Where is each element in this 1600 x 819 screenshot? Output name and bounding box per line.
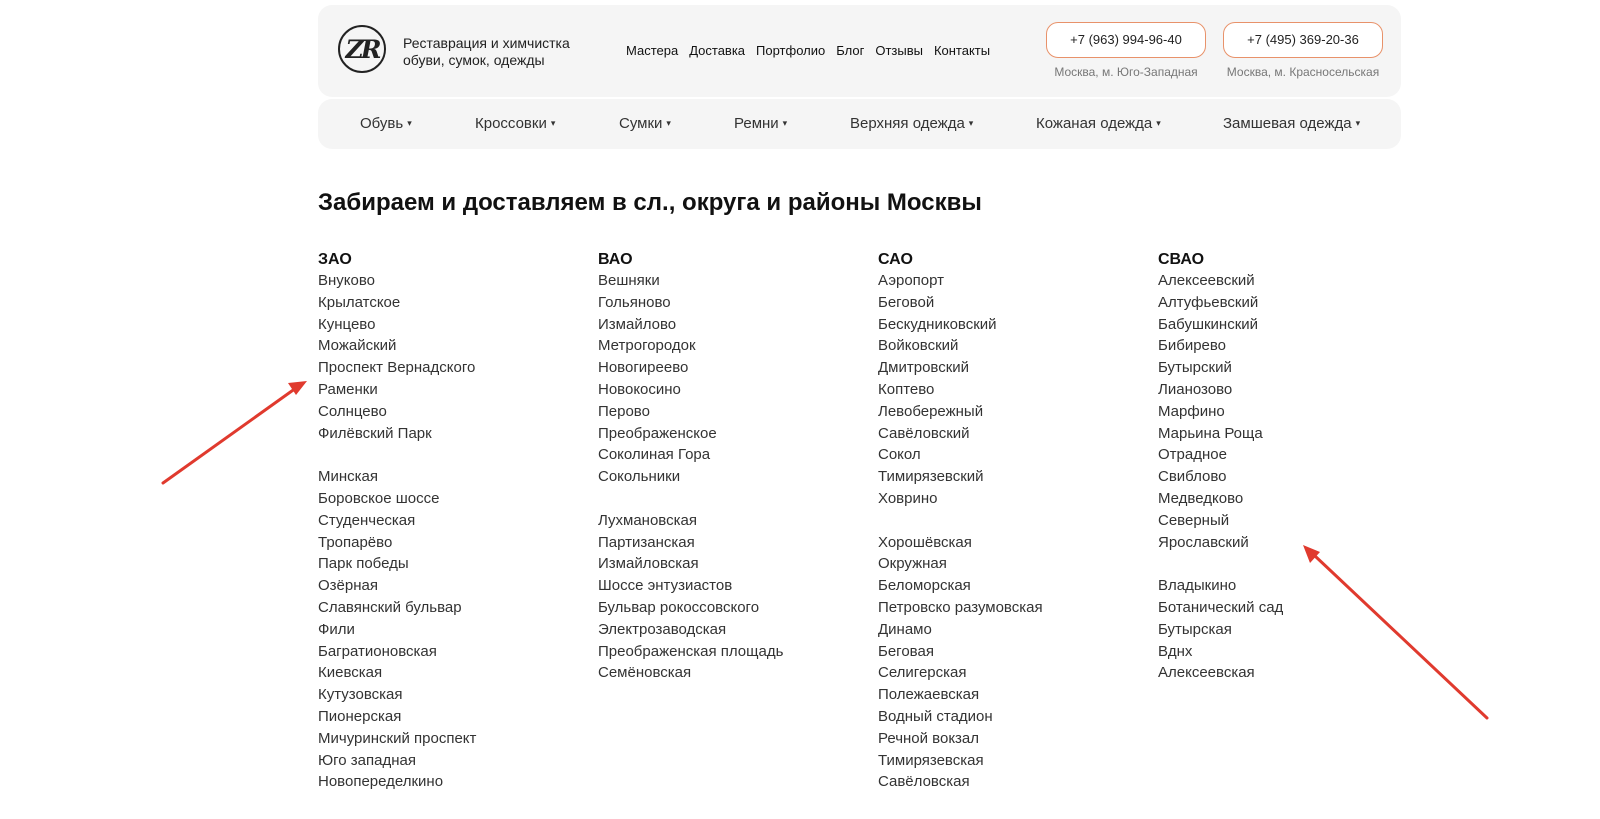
district-item: Юго западная — [318, 751, 416, 769]
category-shoes[interactable] — [360, 115, 412, 132]
district-item: Бибирево — [1158, 337, 1227, 355]
column-heading: ЗАО — [318, 251, 352, 268]
tagline-line-1: Реставрация и химчистка — [403, 35, 570, 51]
district-item: Дмитровский — [878, 359, 970, 377]
district-item: Гольяново — [598, 293, 671, 311]
district-item: Полежаевская — [878, 686, 980, 704]
nav-link-delivery[interactable]: Доставка — [689, 43, 746, 58]
site-header — [318, 5, 1401, 97]
tagline — [403, 35, 570, 69]
district-item: Боровское шоссе — [318, 489, 440, 507]
district-item: Селигерская — [878, 664, 967, 682]
category-label: Верхняя одежда — [850, 115, 965, 132]
district-item: Владыкино — [1158, 577, 1237, 595]
district-item: Петровско разумовская — [878, 598, 1043, 616]
district-item: Ховрино — [878, 489, 938, 507]
district-item: Войковский — [878, 337, 959, 355]
district-item: Окружная — [878, 555, 947, 573]
caret-down-icon: ▾ — [782, 118, 788, 128]
nav-link-reviews[interactable]: Отзывы — [875, 43, 923, 58]
category-belts[interactable] — [734, 115, 787, 132]
district-item: Вднх — [1158, 642, 1193, 660]
district-item: Шоссе энтузиастов — [598, 577, 733, 595]
nav-link-blog[interactable]: Блог — [836, 43, 865, 58]
district-item: Хорошёвская — [878, 533, 972, 551]
district-item: Бабушкинский — [1158, 315, 1259, 333]
district-item: Пионерская — [318, 707, 402, 725]
category-suede-clothing[interactable] — [1223, 115, 1360, 132]
district-item: Отрадное — [1158, 446, 1227, 464]
district-item: Ботанический сад — [1158, 598, 1284, 616]
district-item: Лухмановская — [598, 511, 697, 529]
district-item: Кутузовская — [318, 686, 403, 704]
district-item: Коптево — [878, 380, 935, 398]
category-label: Обувь — [360, 115, 404, 132]
nav-link-masters[interactable]: Мастера — [626, 43, 679, 58]
list-spacer — [878, 510, 1138, 532]
district-item: Бескудниковский — [878, 315, 997, 333]
district-item: Минская — [318, 468, 379, 486]
district-item: Сокольники — [598, 468, 681, 486]
category-label: Кожаная одежда — [1036, 115, 1153, 132]
district-item: Измайловская — [598, 555, 699, 573]
district-item: Парк победы — [318, 555, 409, 573]
column-heading: САО — [878, 251, 913, 268]
category-leather-clothing[interactable] — [1036, 115, 1161, 132]
phone-button-2[interactable]: +7 (495) 369-20-36 — [1223, 22, 1383, 58]
district-item: Измайлово — [598, 315, 677, 333]
district-item: Алексеевский — [1158, 272, 1255, 289]
column-heading: ВАО — [598, 251, 633, 268]
phone-block-1 — [1046, 22, 1206, 79]
nav-link-portfolio[interactable]: Портфолио — [756, 43, 826, 58]
district-item: Сокол — [878, 446, 921, 464]
category-label: Кроссовки — [475, 115, 547, 132]
category-label: Сумки — [619, 115, 663, 132]
page-title: Забираем и доставляем в сл., округа и районы Москвы — [318, 189, 982, 216]
district-item: Новопеределкино — [318, 773, 444, 791]
list-spacer — [1158, 553, 1418, 575]
district-list — [318, 270, 578, 793]
district-item: Беговая — [878, 642, 934, 660]
district-item: Славянский бульвар — [318, 598, 462, 616]
phone-location-2: Москва, м. Красносельская — [1226, 65, 1380, 79]
district-item: Бутырский — [1158, 359, 1232, 377]
district-item: Беломорская — [878, 577, 971, 595]
district-item: Преображенское — [598, 424, 717, 442]
list-spacer — [598, 488, 858, 510]
district-item: Ярославский — [1158, 533, 1249, 551]
district-item: Кунцево — [318, 315, 376, 333]
district-item: Фили — [318, 620, 355, 638]
category-label: Замшевая одежда — [1223, 115, 1352, 132]
arrow-left — [163, 381, 307, 483]
category-nav — [318, 99, 1401, 149]
list-spacer — [318, 444, 578, 466]
district-item: Аэропорт — [878, 272, 945, 289]
district-list — [1158, 270, 1418, 684]
district-item: Метрогородок — [598, 337, 696, 355]
district-item: Киевская — [318, 664, 383, 682]
district-item: Тропарёво — [318, 533, 393, 551]
district-item: Речной вокзал — [878, 729, 980, 747]
district-item: Марьина Роща — [1158, 424, 1263, 442]
district-item: Студенческая — [318, 511, 416, 529]
category-outerwear[interactable] — [850, 115, 973, 132]
district-item: Можайский — [318, 337, 397, 355]
district-item: Тимирязевская — [878, 751, 984, 769]
phone-block-2 — [1223, 22, 1383, 79]
district-item: Бутырская — [1158, 620, 1232, 638]
district-column-svao — [1158, 249, 1418, 684]
category-sneakers[interactable] — [475, 115, 555, 132]
district-item: Алтуфьевский — [1158, 293, 1259, 311]
district-item: Бульвар рокоссовского — [598, 598, 760, 616]
district-item: Озёрная — [318, 577, 378, 595]
district-item: Электрозаводская — [598, 620, 727, 638]
district-list — [878, 270, 1138, 793]
district-item: Савёловская — [878, 773, 970, 791]
category-label: Ремни — [734, 115, 779, 132]
district-item: Преображенская площадь — [598, 642, 784, 660]
district-item: Вешняки — [598, 272, 660, 289]
caret-down-icon: ▾ — [968, 118, 974, 128]
district-item: Динамо — [878, 620, 932, 638]
caret-down-icon: ▾ — [550, 118, 556, 128]
district-item: Марфино — [1158, 402, 1225, 420]
district-item: Медведково — [1158, 489, 1244, 507]
district-column-zao — [318, 249, 578, 793]
district-item: Партизанская — [598, 533, 695, 551]
district-item: Водный стадион — [878, 707, 993, 725]
district-item: Тимирязевский — [878, 468, 984, 486]
district-item: Беговой — [878, 293, 935, 311]
district-item: Мичуринский проспект — [318, 729, 477, 747]
column-heading: СВАО — [1158, 251, 1205, 268]
district-item: Свиблово — [1158, 468, 1227, 486]
district-item: Новокосино — [598, 380, 681, 398]
district-item: Новогиреево — [598, 359, 689, 377]
top-nav — [626, 43, 990, 58]
district-item: Левобережный — [878, 402, 984, 420]
category-bags[interactable] — [619, 115, 671, 132]
nav-link-contacts[interactable]: Контакты — [933, 43, 991, 58]
district-item: Филёвский Парк — [318, 424, 432, 442]
district-item: Соколиная Гора — [598, 446, 711, 464]
district-item: Проспект Вернадского — [318, 359, 476, 377]
district-item: Алексеевская — [1158, 664, 1255, 682]
district-column-sao — [878, 249, 1138, 793]
caret-down-icon: ▾ — [666, 118, 671, 128]
district-item: Лианозово — [1158, 380, 1233, 398]
caret-down-icon: ▾ — [1355, 118, 1361, 128]
district-item: Крылатское — [318, 293, 401, 311]
district-item: Северный — [1158, 511, 1230, 529]
district-item: Семёновская — [598, 664, 692, 682]
caret-down-icon: ▾ — [1156, 118, 1161, 128]
district-item: Багратионовская — [318, 642, 437, 660]
district-list — [598, 270, 858, 684]
phone-button-1[interactable]: +7 (963) 994-96-40 — [1046, 22, 1206, 58]
district-item: Савёловский — [878, 424, 970, 442]
caret-down-icon: ▾ — [407, 118, 412, 128]
phone-location-1: Москва, м. Юго-Западная — [1054, 65, 1198, 79]
district-item: Раменки — [318, 380, 378, 398]
district-item: Солнцево — [318, 402, 387, 420]
district-item: Внуково — [318, 272, 376, 289]
district-column-vao — [598, 249, 858, 684]
tagline-line-2: обуви, сумок, одежды — [403, 52, 545, 68]
logo[interactable]: ZR — [338, 25, 386, 73]
district-item: Перово — [598, 402, 650, 420]
